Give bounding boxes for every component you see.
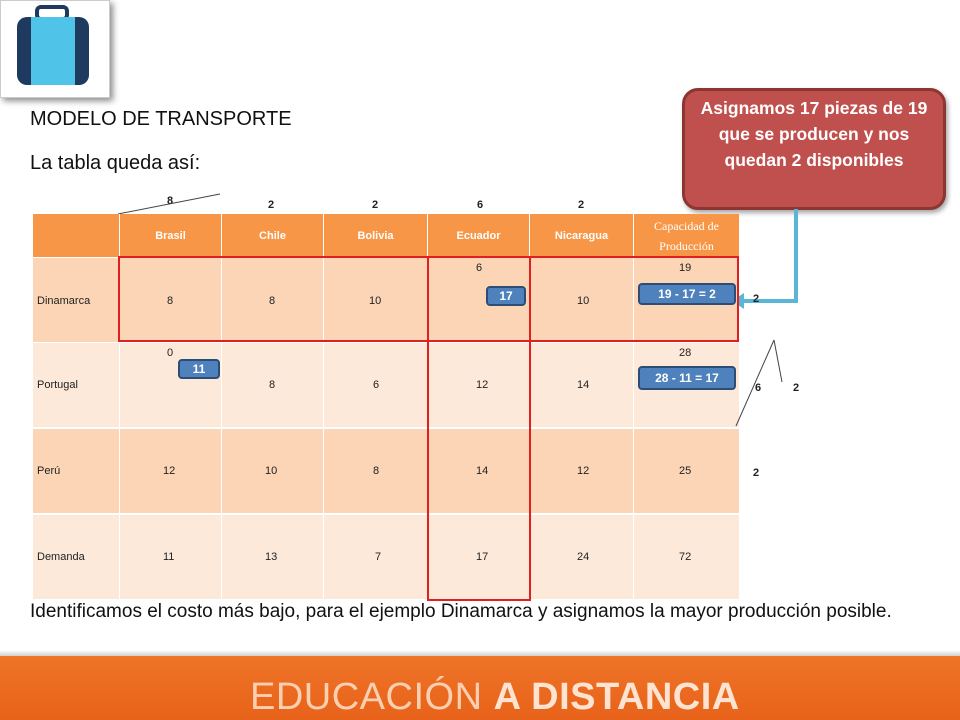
cell: 12 (476, 379, 489, 391)
cell: 17 (476, 551, 489, 563)
cell: 72 (679, 551, 692, 563)
row-label-dinamarca: Dinamarca (37, 295, 91, 307)
cell: 13 (265, 551, 278, 563)
cell: 10 (369, 295, 382, 307)
assign-badge-brasil: 11 (178, 359, 220, 379)
top-cost-chile: 2 (268, 199, 275, 211)
side-value-portugal-1: 6 (755, 382, 762, 394)
top-cost-bolivia: 2 (372, 199, 379, 211)
cell: 12 (577, 465, 590, 477)
col-header-chile: Chile (221, 214, 323, 257)
row-label-demanda: Demanda (37, 551, 85, 563)
cell: 7 (375, 551, 382, 563)
cell-cost-top: 0 (167, 347, 174, 359)
cell: 12 (163, 465, 176, 477)
explanation-text: Identificamos el costo más bajo, para el ejemplo Dinamarca y asignamos la mayor producción posible. (30, 601, 892, 622)
side-value-peru: 2 (753, 467, 760, 479)
callout-note: Asignamos 17 piezas de 19 que se producen y nos quedan 2 disponibles (682, 88, 946, 210)
cell: 11 (163, 551, 175, 563)
cell: 8 (373, 465, 380, 477)
briefcase-icon (11, 3, 99, 91)
page-title: MODELO DE TRANSPORTE (30, 108, 292, 130)
top-cost-ecuador: 6 (477, 199, 484, 211)
col-header-capacity: Capacidad de Producción (633, 214, 739, 257)
cell: 14 (476, 465, 489, 477)
cell: 24 (577, 551, 590, 563)
col-header-nicaragua: Nicaragua (529, 214, 633, 257)
callout-arrow (730, 205, 810, 315)
strike-line (734, 338, 784, 430)
assign-badge-ecuador: 17 (486, 286, 526, 306)
cell: 10 (265, 465, 278, 477)
calc-badge-dinamarca: 19 - 17 = 2 (638, 283, 736, 305)
page-subtitle: La tabla queda así: (30, 152, 201, 174)
cell: 8 (269, 295, 276, 307)
capacity-top: 28 (679, 347, 692, 359)
footer-brand-part2: A DISTANCIA (493, 676, 740, 718)
side-value-dinamarca: 2 (753, 293, 760, 305)
top-cost-brasil: 8 (167, 195, 174, 207)
table-header (33, 214, 739, 257)
cell-cost-top: 6 (476, 262, 483, 274)
top-cost-nicaragua: 2 (578, 199, 585, 211)
footer-brand-part1: EDUCACIÓN (250, 676, 494, 718)
col-header-ecuador: Ecuador (427, 214, 529, 257)
logo (0, 0, 110, 98)
cell: 8 (167, 295, 174, 307)
side-value-portugal-2: 2 (793, 382, 800, 394)
cell: 6 (373, 379, 380, 391)
calc-badge-portugal: 28 - 11 = 17 (638, 366, 736, 390)
row-label-portugal: Portugal (37, 379, 78, 391)
row-label-peru: Perú (37, 465, 61, 477)
highlight-col-ecuador (427, 256, 531, 601)
cell: 10 (577, 295, 590, 307)
cell: 25 (679, 465, 692, 477)
col-header-brasil: Brasil (119, 214, 221, 257)
footer-brand (250, 676, 740, 719)
cell: 14 (577, 379, 590, 391)
capacity-top: 19 (679, 262, 692, 274)
col-header-bolivia: Bolivia (323, 214, 427, 257)
cell: 8 (269, 379, 276, 391)
